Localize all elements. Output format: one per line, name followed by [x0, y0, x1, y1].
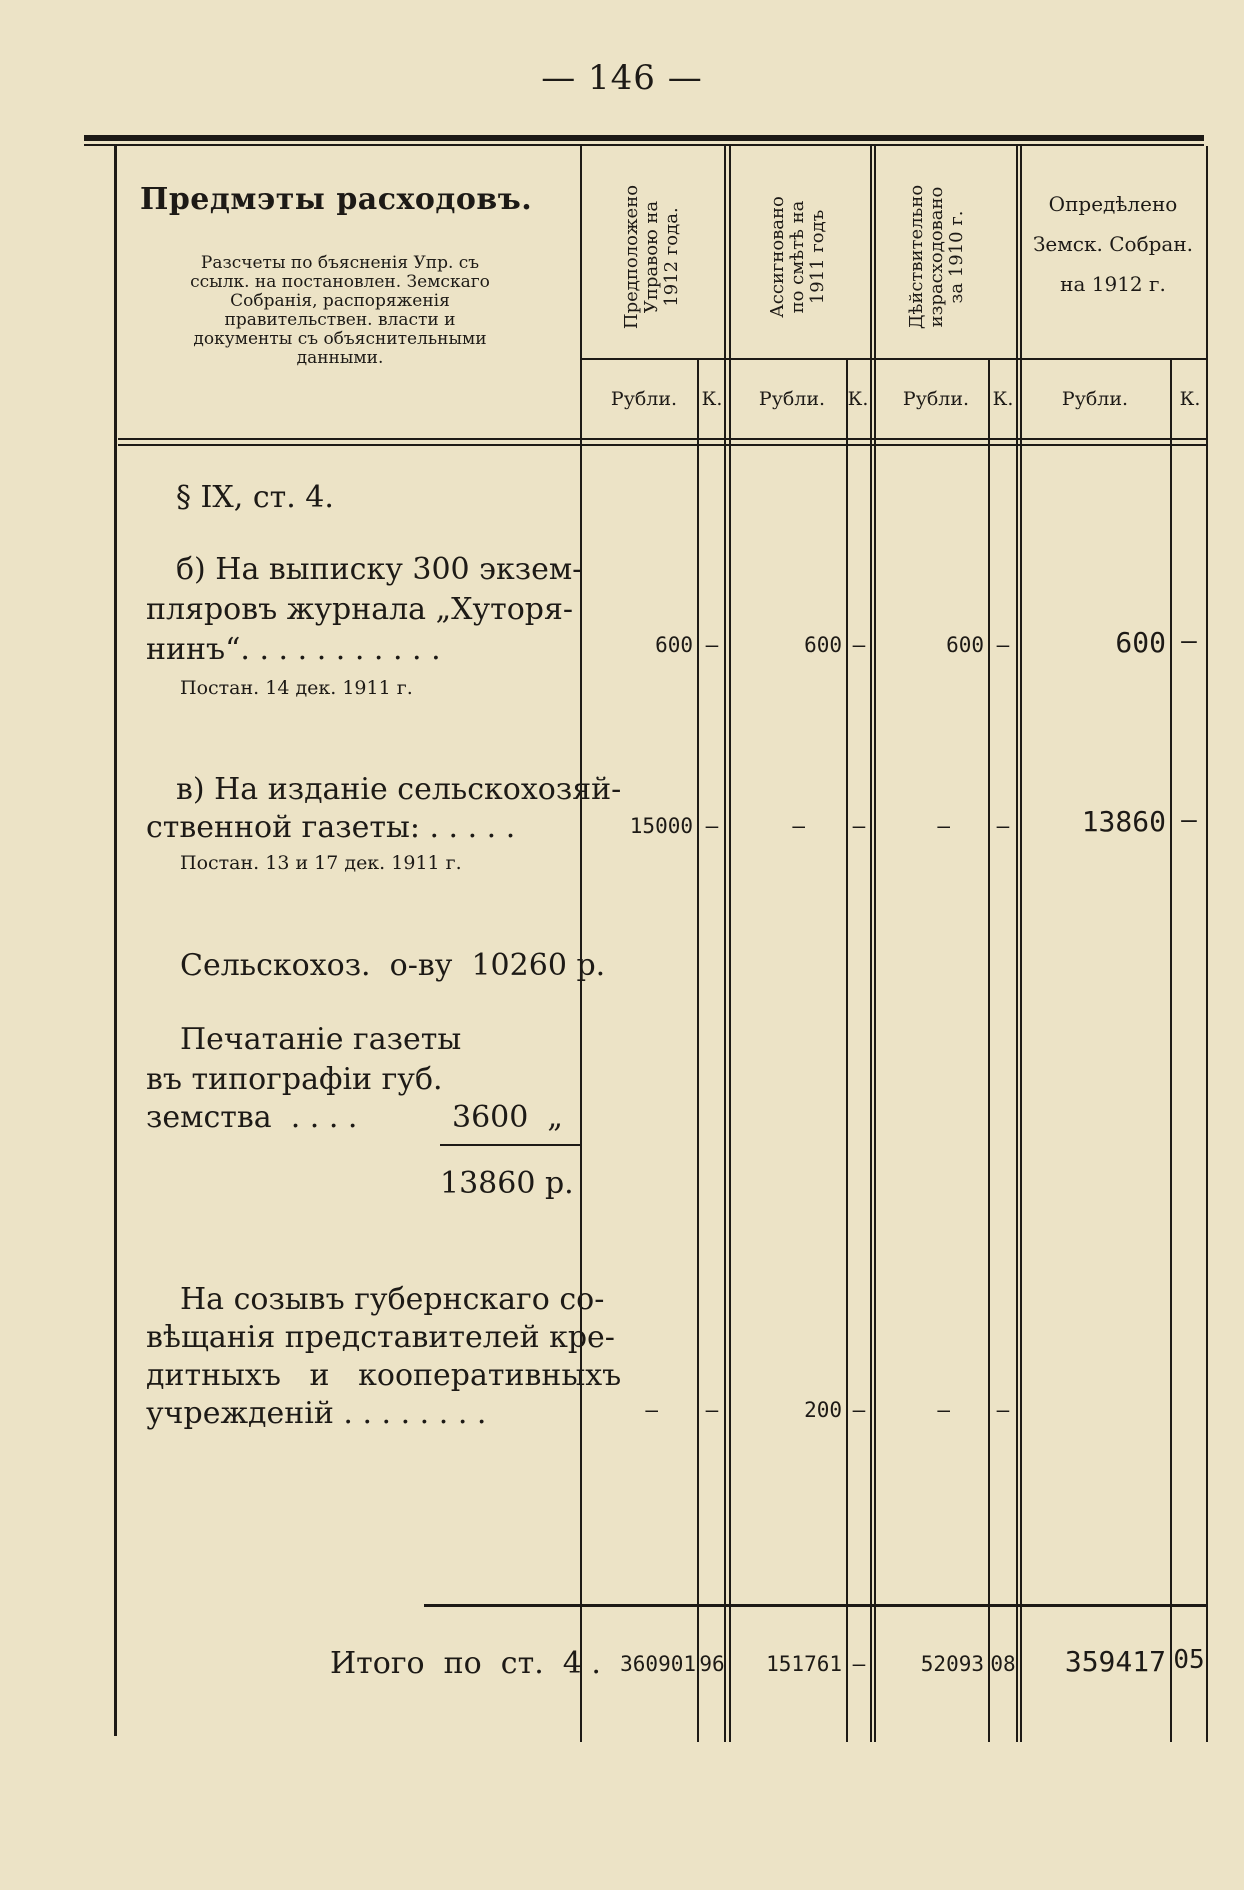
breakdown-line-3: въ типографіи губ.	[146, 1062, 443, 1097]
item-b-line-3: нинъ“. . . . . . . . . . .	[146, 632, 441, 667]
item-v-assigned-rub: —	[792, 814, 805, 838]
total-assigned-rub: 151761	[766, 1652, 842, 1676]
total-assigned-kop: —	[852, 1652, 866, 1676]
item-g-proposed-kop: —	[705, 1398, 719, 1422]
item-g-line-2: вѣщанія представителей кре-	[146, 1320, 615, 1355]
col-divider-k1	[697, 360, 699, 1742]
header-bottom-rule	[118, 438, 1208, 440]
page-number: — 146 —	[541, 58, 703, 98]
subheader-rub-4: Рубли.	[1061, 388, 1129, 410]
col-divider-desc	[580, 146, 582, 1742]
item-b-assigned-kop: —	[852, 633, 866, 657]
total-spent-rub: 52093	[920, 1652, 984, 1676]
top-rule-thin	[84, 144, 1204, 146]
col-divider-k2	[846, 360, 848, 1742]
col-divider-1b	[729, 146, 731, 1742]
col-divider-3	[1016, 146, 1018, 1742]
section-heading: § IX, ст. 4.	[176, 480, 334, 515]
col-divider-2	[870, 146, 872, 1742]
item-b-proposed-rub: 600	[655, 633, 693, 657]
left-border	[114, 146, 117, 1736]
col-divider-k3	[988, 360, 990, 1742]
item-b-note: Постан. 14 дек. 1911 г.	[180, 677, 413, 699]
breakdown-line-4-value: 3600 „	[452, 1100, 563, 1135]
total-label: Итого по ст. 4 .	[330, 1646, 601, 1681]
item-v-proposed-rub: 15000	[629, 814, 693, 838]
subheader-rub-3: Рубли.	[902, 388, 970, 410]
item-g-assigned-kop: —	[852, 1398, 866, 1422]
col-divider-2b	[874, 146, 876, 1742]
item-v-spent-rub: —	[937, 814, 950, 838]
item-g-line-4: учрежденій . . . . . . . .	[146, 1396, 487, 1431]
breakdown-line-2: Печатаніе газеты	[180, 1022, 462, 1057]
column-header-proposed: Предположено Управою на 1912 года.	[621, 184, 682, 330]
table-title: Предмэты расходовъ.	[140, 182, 533, 217]
column-header-assigned: Ассигновано по смѣтѣ на 1911 годъ	[767, 196, 828, 318]
item-g-line-3: дитныхъ и кооперативныхъ	[146, 1358, 622, 1393]
top-rule	[84, 135, 1204, 141]
item-b-determined-kop: —	[1181, 626, 1197, 656]
item-b-line-1: б) На выписку 300 экзем-	[176, 552, 583, 587]
item-v-note: Постан. 13 и 17 дек. 1911 г.	[180, 852, 462, 874]
breakdown-line-1: Сельскохоз. о-ву 10260 р.	[180, 948, 606, 983]
item-v-proposed-kop: —	[705, 814, 719, 838]
item-b-assigned-rub: 600	[804, 633, 842, 657]
subheader-rub-1: Рубли.	[610, 388, 678, 410]
total-proposed-rub: 360901	[620, 1652, 696, 1676]
right-border	[1206, 146, 1208, 1742]
subheader-kop-4: К.	[1179, 388, 1201, 410]
total-rule	[424, 1604, 1208, 1607]
subheader-kop-2: К.	[847, 388, 869, 410]
item-g-proposed-rub: —	[645, 1398, 658, 1422]
item-v-assigned-kop: —	[852, 814, 866, 838]
item-v-spent-kop: —	[996, 814, 1010, 838]
subheader-kop-3: К.	[992, 388, 1014, 410]
column-header-spent: Дѣйствительно израсходовано за 1910 г.	[906, 184, 967, 330]
breakdown-sum-rule	[440, 1144, 580, 1146]
breakdown-total: 13860 р.	[440, 1166, 574, 1201]
total-determined-rub: 359417	[1064, 1645, 1166, 1678]
table-description: Разсчеты по бъясненія Упр. съ ссылк. на постановлен. Земскаго Собранія, распоряженія правительствен. власти и документы съ объяснительными данными.	[190, 253, 490, 368]
item-g-line-1: На созывъ губернскаго со-	[180, 1282, 605, 1317]
subheader-rub-2: Рубли.	[758, 388, 826, 410]
total-determined-kop: 05	[1173, 1645, 1205, 1675]
item-b-spent-rub: 600	[946, 633, 984, 657]
item-v-line-1: в) На изданіе сельскохозяй-	[176, 772, 622, 807]
col-divider-3b	[1020, 146, 1022, 1742]
breakdown-line-4-label: земства . . . .	[146, 1100, 358, 1135]
subheader-kop-1: К.	[701, 388, 723, 410]
item-b-proposed-kop: —	[705, 633, 719, 657]
item-g-spent-rub: —	[937, 1398, 950, 1422]
item-g-spent-kop: —	[996, 1398, 1010, 1422]
item-b-determined-rub: 600	[1115, 626, 1166, 659]
header-separator	[582, 358, 1208, 360]
total-spent-kop: 08	[990, 1652, 1016, 1676]
item-g-assigned-rub: 200	[804, 1398, 842, 1422]
total-proposed-kop: 96	[699, 1652, 725, 1676]
header-bottom-rule-2	[118, 444, 1208, 446]
item-v-determined-rub: 13860	[1081, 805, 1166, 838]
col-divider-k4	[1170, 360, 1172, 1742]
item-v-line-2: ственной газеты: . . . . .	[146, 810, 516, 845]
item-v-determined-kop: —	[1181, 805, 1197, 835]
item-b-spent-kop: —	[996, 633, 1010, 657]
col-divider-1	[724, 146, 726, 1742]
item-b-line-2: пляровъ журнала „Хуторя-	[146, 592, 574, 627]
column-header-determined: Опредѣлено Земск. Собран. на 1912 г.	[1032, 192, 1194, 296]
